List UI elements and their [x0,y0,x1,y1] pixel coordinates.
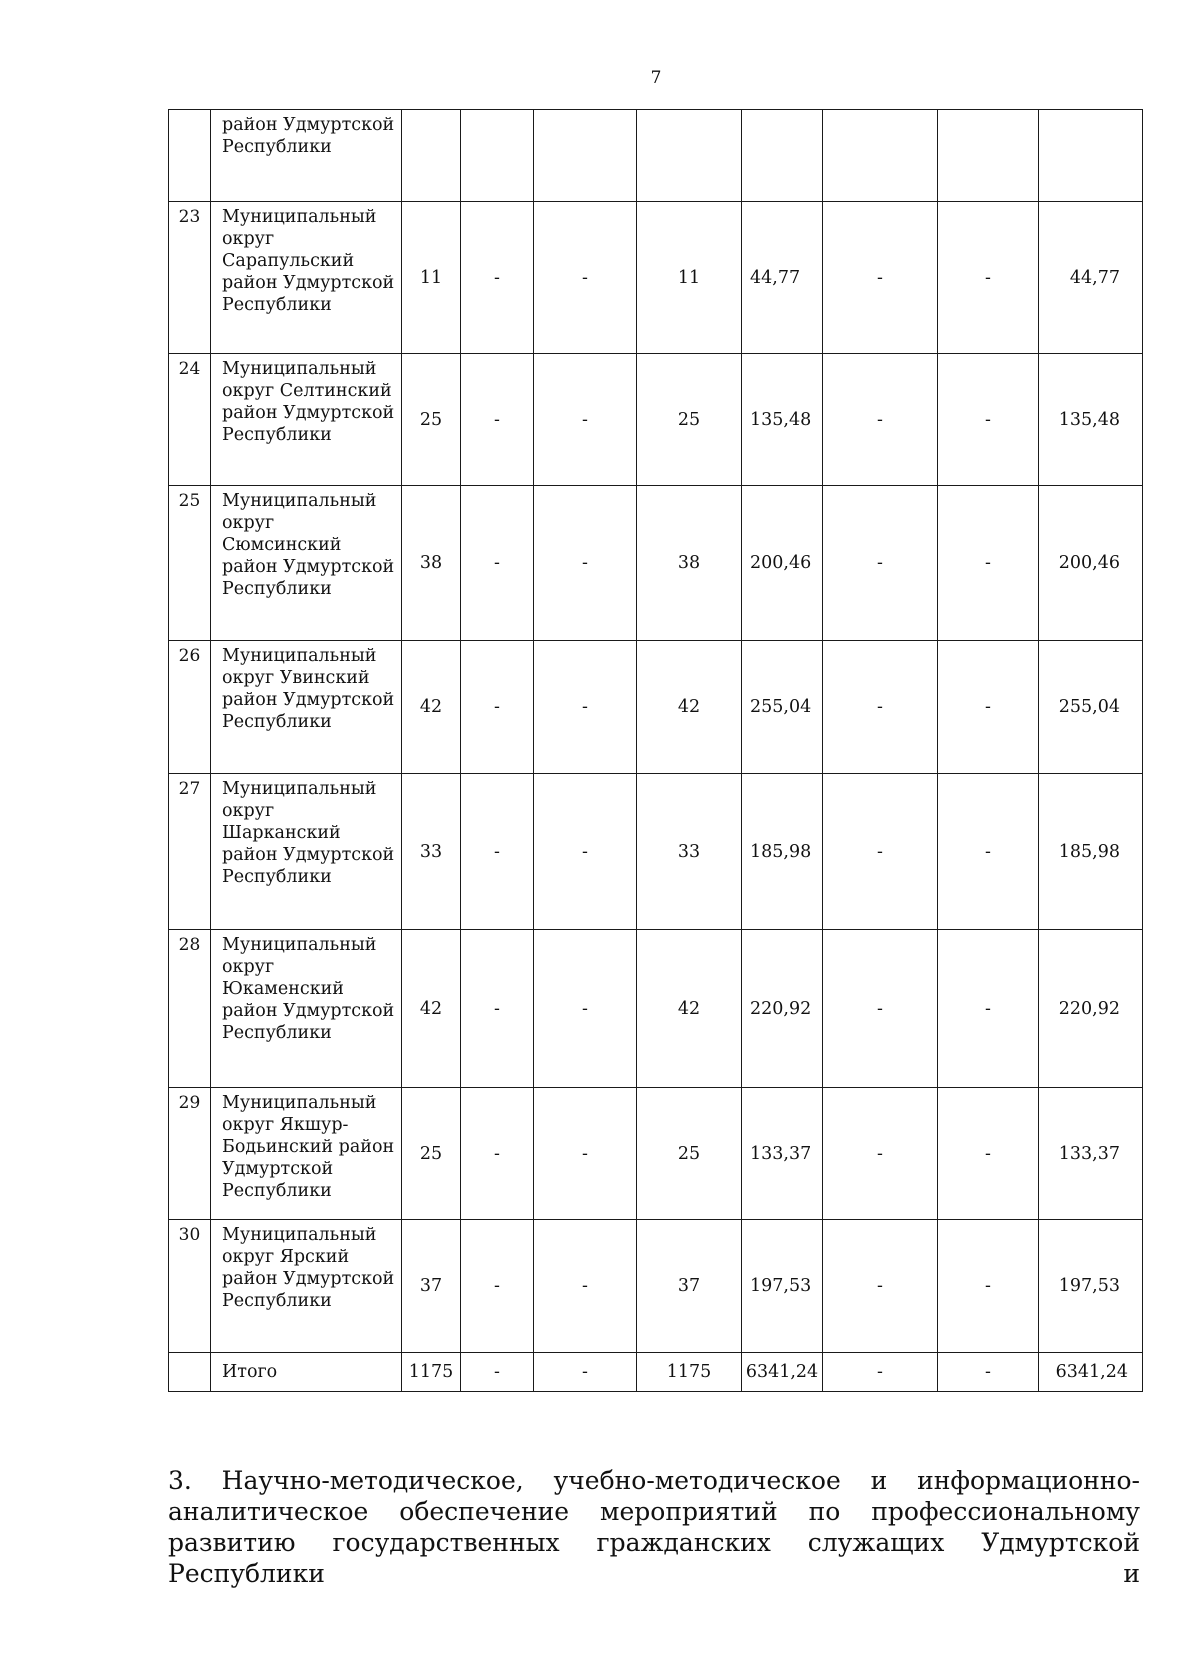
value-cell: 11 [402,202,461,354]
value-cell: - [534,354,637,486]
value-cell: 37 [402,1220,461,1353]
value-cell: - [823,1220,938,1353]
value-cell: - [534,1088,637,1220]
total-amount-cell: 135,48 [1039,354,1143,486]
amount-cell: 135,48 [742,354,823,486]
value-cell: - [461,930,534,1088]
row-number-cell: 27 [169,774,211,930]
value-cell: - [938,202,1039,354]
row-number-cell: 23 [169,202,211,354]
value-cell: 33 [637,774,742,930]
total-label: Итого [211,1353,402,1392]
value-cell: - [938,1353,1039,1392]
total-amount-cell: 200,46 [1039,486,1143,641]
amount-cell: 133,37 [742,1088,823,1220]
value-cell: 42 [637,930,742,1088]
municipality-name-cell: Муниципальный округ Селтинский район Удмуртской Республики [211,354,402,486]
value-cell: - [461,486,534,641]
value-cell: 25 [402,354,461,486]
page-number: 7 [650,68,662,88]
value-cell: - [938,1220,1039,1353]
amount-cell: 200,46 [742,486,823,641]
value-cell: 25 [637,354,742,486]
table-row [169,774,1143,930]
value-cell: - [938,641,1039,774]
value-cell: 25 [637,1088,742,1220]
value-cell: - [823,1088,938,1220]
row-number-cell [169,110,211,202]
value-cell: - [938,930,1039,1088]
value-cell: - [461,1220,534,1353]
table-row [169,1088,1143,1220]
value-cell: - [823,930,938,1088]
value-cell: - [823,202,938,354]
municipality-name-cell: Муниципальный округ Якшур-Бодьинский район Удмуртской Республики [211,1088,402,1220]
amount-cell: 197,53 [742,1220,823,1353]
municipality-name-cell: Муниципальный округ Сарапульский район Удмуртской Республики [211,202,402,354]
value-cell: - [534,1220,637,1353]
value-cell: - [534,641,637,774]
value-cell: - [938,774,1039,930]
value-cell: - [823,354,938,486]
value-cell: - [823,774,938,930]
row-number-cell [169,1353,211,1392]
municipality-name-cell: Муниципальный округ Увинский район Удмуртской Республики [211,641,402,774]
value-cell: - [461,354,534,486]
row-number-cell: 25 [169,486,211,641]
table-row [169,202,1143,354]
total-amount-cell: 6341,24 [1039,1353,1143,1392]
value-cell: - [938,1088,1039,1220]
value-cell: 11 [637,202,742,354]
value-cell: - [534,1353,637,1392]
municipality-name-cell: Муниципальный округ Юкаменский район Удмуртской Республики [211,930,402,1088]
municipality-name-cell: район Удмуртской Республики [211,110,402,202]
municipality-name-cell: Муниципальный округ Сюмсинский район Удмуртской Республики [211,486,402,641]
value-cell: 33 [402,774,461,930]
value-cell: 42 [637,641,742,774]
value-cell: 37 [637,1220,742,1353]
table-row [169,486,1143,641]
value-cell: 1175 [637,1353,742,1392]
total-amount-cell: 185,98 [1039,774,1143,930]
value-cell: - [461,774,534,930]
table-row [169,641,1143,774]
value-cell: - [461,1088,534,1220]
value-cell: - [534,202,637,354]
table-row [169,1220,1143,1353]
total-amount-cell: 220,92 [1039,930,1143,1088]
allocation-table [168,109,1143,1392]
amount-cell: 255,04 [742,641,823,774]
amount-cell: 6341,24 [742,1353,823,1392]
value-cell: 42 [402,930,461,1088]
total-amount-cell: 255,04 [1039,641,1143,774]
municipality-name-cell: Муниципальный округ Шарканский район Удмуртской Республики [211,774,402,930]
row-number-cell: 24 [169,354,211,486]
amount-cell: 185,98 [742,774,823,930]
value-cell: 42 [402,641,461,774]
amount-cell: 44,77 [742,202,823,354]
municipality-name-cell: Муниципальный округ Ярский район Удмуртской Республики [211,1220,402,1353]
amount-cell: 220,92 [742,930,823,1088]
row-number-cell: 30 [169,1220,211,1353]
total-row [169,1353,1143,1392]
continuation-row [169,110,1143,202]
row-number-cell: 29 [169,1088,211,1220]
value-cell: 38 [637,486,742,641]
value-cell: 25 [402,1088,461,1220]
value-cell: - [534,930,637,1088]
value-cell: - [823,1353,938,1392]
section-heading-paragraph: 3. Научно-методическое, учебно-методическое и информационно-аналитическое обеспечение мероприятий по профессиональному развитию государственных гражданских служащих Удмуртской Республики и [168,1466,1140,1588]
table-row [169,930,1143,1088]
row-number-cell: 28 [169,930,211,1088]
total-amount-cell: 197,53 [1039,1220,1143,1353]
total-amount-cell: 44,77 [1039,202,1143,354]
value-cell: - [461,1353,534,1392]
value-cell: - [938,354,1039,486]
table-row [169,354,1143,486]
value-cell: 38 [402,486,461,641]
value-cell: - [938,486,1039,641]
row-number-cell: 26 [169,641,211,774]
value-cell: - [461,641,534,774]
value-cell: - [534,774,637,930]
value-cell: - [534,486,637,641]
value-cell: - [823,641,938,774]
value-cell: - [461,202,534,354]
value-cell: 1175 [402,1353,461,1392]
value-cell: - [823,486,938,641]
total-amount-cell: 133,37 [1039,1088,1143,1220]
